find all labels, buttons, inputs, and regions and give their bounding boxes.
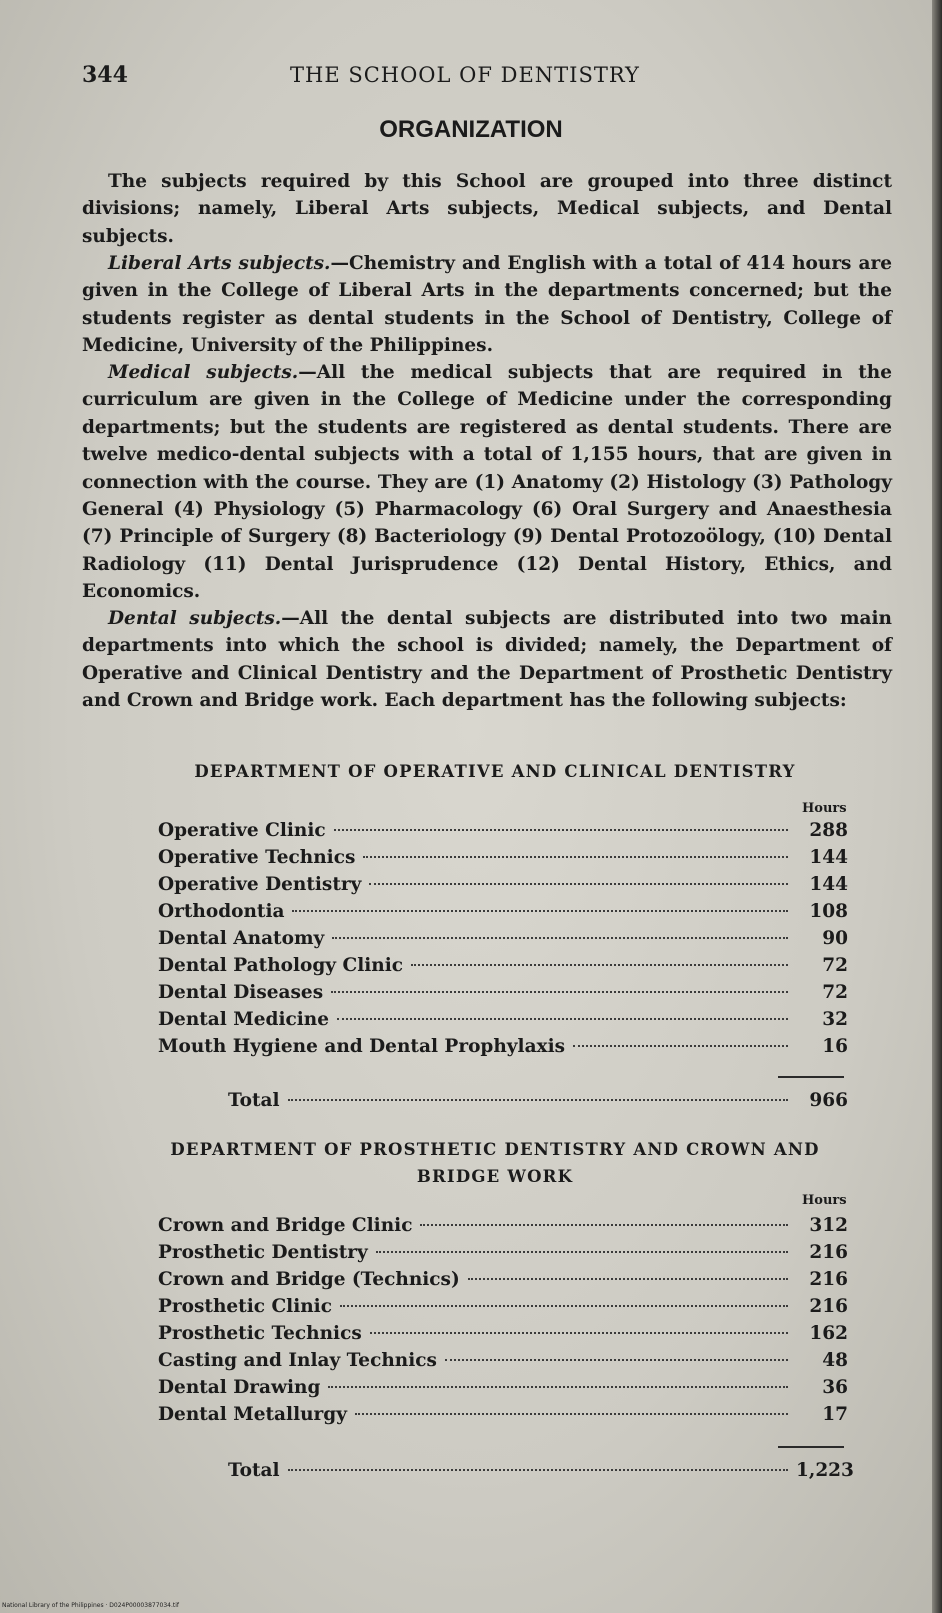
subject-name: Prosthetic Technics [158,1323,362,1344]
dental-body: —All the dental subjects are distributed into two main departments into which the school is divided; namely, the Department of Operative and Clinical Dentistry and the Department of Prosthetic Dentistry and Crown and Bridge work. Each department has the following subjects: [82,608,892,712]
running-head: THE SCHOOL OF DENTISTRY [290,63,640,87]
table-row [158,1323,848,1350]
dental-lead: Dental subjects. [108,608,282,629]
subject-name: Operative Dentistry [158,874,362,895]
total-label: Total [228,1460,280,1481]
leader-dots [331,991,788,993]
leader-dots [468,1278,788,1280]
leader-dots [420,1224,788,1226]
table-row [158,1009,848,1036]
leader-dots [376,1251,788,1253]
leader-dots [288,1099,788,1101]
leader-dots [332,937,788,939]
subject-hours: 288 [809,820,848,841]
subject-hours: 90 [822,928,848,949]
subject-name: Dental Medicine [158,1009,329,1030]
leader-dots [292,910,788,912]
subject-hours: 162 [809,1323,848,1344]
table-row [158,1377,848,1404]
page-number: 344 [82,62,128,88]
subject-hours: 36 [822,1377,848,1398]
medical-body: —All the medical subjects that are required in the curriculum are given in the College of Medicine under the corresponding departments; but the students are registered as dental students. There are twelve medico-dental subjects with a total of 1,155 hours, that are given in connection with the course. They are (1) Anatomy (2) Histology (3) Pathology General (4) Physiology (5) Pharmacology (6) Oral Surgery and Anaesthesia (7) Principle of Surgery (8) Bacteriology (9) Dental Protozoölogy, (10) Dental Radiology (11) Dental Jurisprudence (12) Dental History, Ethics, and Economics. [82,362,892,603]
operative-hours-header: Hours [802,801,847,816]
subject-name: Prosthetic Clinic [158,1296,332,1317]
table-row [158,955,848,982]
table-row [158,928,848,955]
leader-dots [355,1413,788,1415]
page-title: ORGANIZATION [379,116,563,143]
subject-hours: 144 [809,874,848,895]
table-row [158,874,848,901]
subject-hours: 144 [809,847,848,868]
table-row [158,982,848,1009]
subject-name: Dental Metallurgy [158,1404,347,1425]
subject-name: Orthodontia [158,901,285,922]
total-label: Total [228,1090,280,1111]
leader-dots [445,1359,788,1361]
dental-paragraph [82,605,892,715]
total-rule [778,1076,844,1078]
leader-dots [411,964,788,966]
leader-dots [337,1018,788,1020]
total-rule [778,1446,844,1448]
subject-hours: 72 [822,955,848,976]
table-row [158,847,848,874]
leader-dots [573,1045,788,1047]
subject-hours: 108 [809,901,848,922]
liberal-arts-paragraph [82,250,892,360]
subject-name: Dental Drawing [158,1377,321,1398]
table-row [158,1215,848,1242]
subject-hours: 312 [809,1215,848,1236]
subject-name: Casting and Inlay Technics [158,1350,437,1371]
table-row [158,820,848,847]
prosthetic-hours-header: Hours [802,1193,847,1208]
leader-dots [363,856,788,858]
subject-hours: 216 [809,1269,848,1290]
subject-name: Crown and Bridge (Technics) [158,1269,460,1290]
liberal-arts-lead: Liberal Arts subjects. [108,253,331,274]
leader-dots [340,1305,788,1307]
prosthetic-total-row [228,1460,854,1487]
subject-hours: 16 [822,1036,848,1057]
table-row [158,1036,848,1063]
subject-name: Crown and Bridge Clinic [158,1215,413,1236]
table-row [158,1404,848,1431]
table-row [158,1242,848,1269]
leader-dots [369,883,788,885]
scan-credit: National Library of the Philippines · D024P00003877034.tif [2,1602,180,1609]
subject-hours: 216 [809,1296,848,1317]
subject-name: Mouth Hygiene and Dental Prophylaxis [158,1036,566,1057]
subject-hours: 17 [822,1404,848,1425]
medical-paragraph [82,359,892,606]
prosthetic-heading-line-1: DEPARTMENT OF PROSTHETIC DENTISTRY AND CROWN AND [170,1140,820,1159]
subject-name: Dental Anatomy [158,928,325,949]
subject-name: Prosthetic Dentistry [158,1242,368,1263]
subject-hours: 48 [822,1350,848,1371]
leader-dots [370,1332,788,1334]
table-row [158,1350,848,1377]
page-edge-shadow [932,0,942,1613]
subject-name: Operative Clinic [158,820,326,841]
total-hours: 1,223 [796,1460,854,1481]
subject-name: Dental Diseases [158,982,324,1003]
table-row [158,1269,848,1296]
prosthetic-heading-line-2: BRIDGE WORK [416,1167,574,1186]
subject-name: Dental Pathology Clinic [158,955,404,976]
operative-total-row [228,1090,848,1117]
operative-department-heading: DEPARTMENT OF OPERATIVE AND CLINICAL DENTISTRY [194,762,796,781]
medical-lead: Medical subjects. [108,362,299,383]
table-row [158,901,848,928]
subject-name: Operative Technics [158,847,356,868]
total-hours: 966 [809,1090,848,1111]
subject-hours: 72 [822,982,848,1003]
liberal-arts-body: —Chemistry and English with a total of 414 hours are given in the College of Liberal Arts in the departments concerned; but the students register as dental students in the School of Dentistry, College of Medicine, University of the Philippines. [82,253,892,357]
leader-dots [288,1469,788,1471]
subject-hours: 32 [822,1009,848,1030]
leader-dots [328,1386,788,1388]
table-row [158,1296,848,1323]
leader-dots [334,829,788,831]
intro-paragraph: The subjects required by this School are grouped into three distinct divisions; namely, Liberal Arts subjects, Medical subjects, and Dental subjects. [82,171,892,247]
prosthetic-department-heading [100,1136,890,1190]
subject-hours: 216 [809,1242,848,1263]
